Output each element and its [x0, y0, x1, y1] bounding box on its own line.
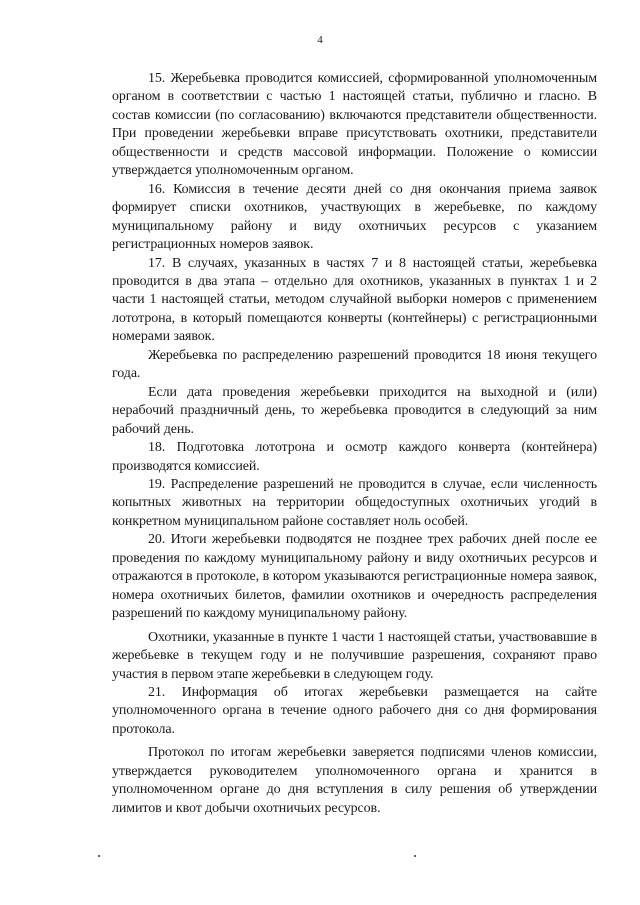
paragraph-20: 20. Итоги жеребьевки подводятся не позднее трех рабочих дней после ее проведения по каждому муниципальному району и виду охотничьих ресурсов и отражаются в протоколе, в котором указываются регистрационные номера заявок, номера охотничьих билетов, фамилии охотников и очередность распределения разрешений по каждому муниципальному району.: [112, 532, 597, 622]
document-body: [112, 70, 597, 818]
paragraph-21-protocol: Протокол по итогам жеребьевки заверяется подписями членов комиссии, утверждается руководителем уполномоченного органа и хранится в уполномоченном органе до дня вступления в силу решения об утверждении лимитов и квот добычи охотничьих ресурсов.: [112, 745, 597, 816]
page-number: 4: [317, 34, 323, 46]
paragraph-18: 18. Подготовка лототрона и осмотр каждого конверта (контейнера) производятся комиссией.: [112, 440, 597, 474]
paragraph-17-draw-date: Жеребьевка по распределению разрешений проводится 18 июня текущего года.: [112, 347, 597, 382]
paragraph-16: 16. Комиссия в течение десяти дней со дня окончания приема заявок формирует списки охотников, участвующих в жеребьевке, по каждому муниципальному району и виду охотничьих ресурсов с указанием регистрационных номеров заявок.: [112, 181, 597, 253]
paragraph-20-hunters-rule: Охотники, указанные в пункте 1 части 1 настоящей статьи, участвовавшие в жеребьевке в текущем году и не получившие разрешения, сохраняют право участия в первом этапе жеребьевки в следующем году.: [112, 629, 597, 682]
scan-artifact-dot: [98, 855, 100, 857]
paragraph-17: 17. В случаях, указанных в частях 7 и 8 настоящей статьи, жеребьевка проводится в два этапа – отдельно для охотников, указанных в пунктах 1 и 2 части 1 настоящей статьи, методом случайной выборки номеров с применением лототрона, в который помещаются конверты (контейнеры) с регистрационными номерами заявок.: [112, 255, 597, 345]
paragraph-21: 21. Информация об итогах жеребьевки размещается на сайте уполномоченного органа в течение одного рабочего дня со дня формирования протокола.: [112, 684, 597, 737]
scan-artifact-dot: [414, 855, 416, 857]
paragraph-19: 19. Распределение разрешений не проводится в случае, если численность копытных животных на территории общедоступных охотничьих угодий в конкретном муниципальном районе составляет ноль особей.: [112, 476, 597, 529]
paragraph-17-holiday-rule: Если дата проведения жеребьевки приходится на выходной и (или) нерабочий праздничный день, то жеребьевка проводится в следующий за ним рабочий день.: [112, 384, 597, 437]
paragraph-15: 15. Жеребьевка проводится комиссией, сформированной уполномоченным органом в соответствии с частью 1 настоящей статьи, публично и гласно. В состав комиссии (по согласованию) включаются представители общественности. При проведении жеребьевки вправе присутствовать охотники, представители общественности и средств массовой информации. Положение о комиссии утверждается уполномоченным органом.: [112, 71, 597, 179]
